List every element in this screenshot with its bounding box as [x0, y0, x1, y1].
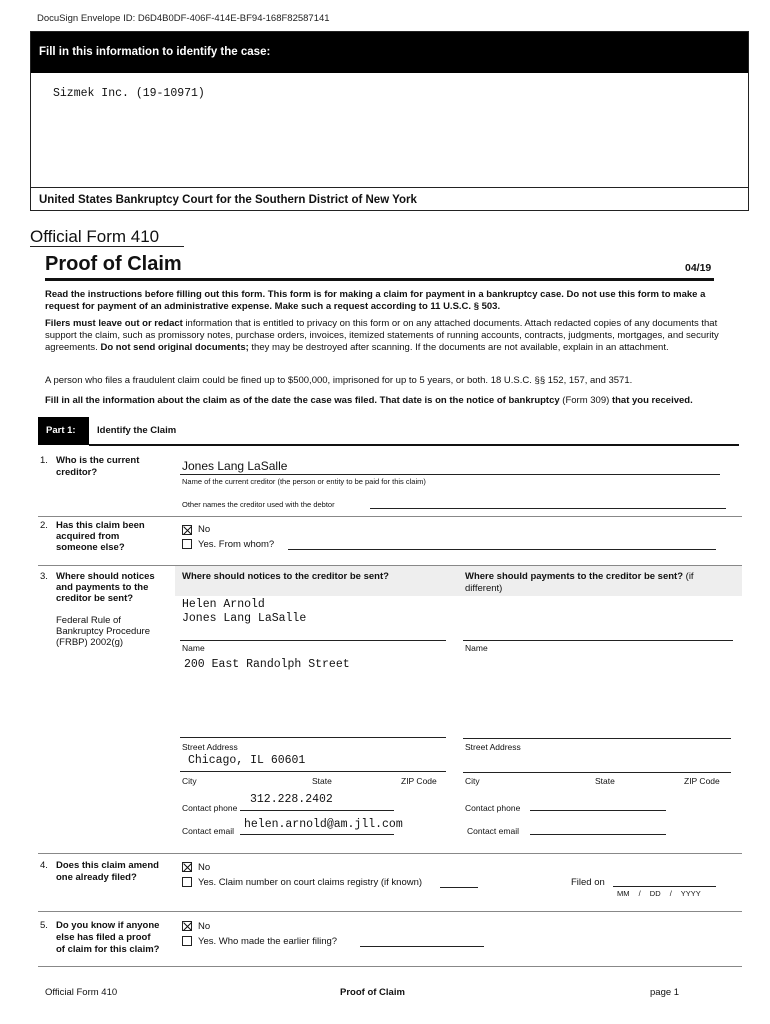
q4-yes-checkbox[interactable] [182, 877, 192, 887]
q4-date-yyyy: YYYY [680, 889, 701, 898]
notice-street[interactable]: 200 East Randolph Street [184, 658, 350, 671]
payment-name-field[interactable] [463, 640, 733, 641]
divider-q1 [38, 516, 742, 517]
notice-state-caption: State [312, 776, 332, 786]
q1-label-2: creditor? [56, 467, 98, 478]
footer-right: page 1 [650, 987, 680, 998]
q2-label [56, 520, 145, 553]
official-form-label: Official Form 410 [30, 227, 160, 246]
notice-phone-caption: Contact phone [182, 803, 238, 813]
court-name: United States Bankruptcy Court for the Southern District of New York [39, 194, 417, 206]
payment-phone-field[interactable] [530, 810, 666, 811]
intro-p4-text: (Form 309) [559, 395, 612, 406]
q3-frbp-2: Bankruptcy Procedure [56, 626, 150, 637]
form-title: Proof of Claim [45, 253, 182, 275]
intro-paragraph-1: Read the instructions before filling out this form. This form is for making a claim for payment in a bankruptcy case. Do not use this form to make a request for payment of an administrative expense. Make such a request according to 11 U.S.C. § 503. [45, 289, 706, 312]
q5-no-checkbox[interactable] [182, 921, 192, 931]
q4-label-1: Does this claim amend [56, 860, 159, 871]
q3-frbp-1: Federal Rule of [56, 615, 121, 626]
payments-note: (if [685, 571, 694, 582]
q3-frbp [56, 615, 150, 648]
q2-label-1: Has this claim been [56, 520, 145, 531]
footer-left: Official Form 410 [45, 987, 118, 998]
notice-name-2: Jones Lang LaSalle [182, 612, 307, 625]
creditor-name-line [180, 474, 720, 475]
q4-filed-on-field[interactable] [613, 886, 716, 887]
q2-yes-checkbox[interactable] [182, 539, 192, 549]
intro-p4-bold-2: that you received. [611, 395, 693, 406]
q3-label [56, 571, 155, 604]
notice-phone[interactable]: 312.228.2402 [250, 793, 333, 806]
q4-date-sep-1: / [638, 889, 641, 898]
part1-title: Identify the Claim [97, 425, 177, 436]
creditor-name[interactable]: Jones Lang LaSalle [182, 459, 288, 473]
intro-p2-text-2: they may be destroyed after scanning. If the documents are not available, explain in an attachment. [248, 342, 669, 353]
notice-street-caption: Street Address [182, 742, 238, 752]
q5-yes-checkbox[interactable] [182, 936, 192, 946]
q2-label-3: someone else? [56, 542, 125, 553]
payment-street-field[interactable] [463, 738, 731, 739]
q4-number: 4. [40, 860, 48, 871]
q4-date-mm: MM [617, 889, 630, 898]
q4-filed-on-label: Filed on [571, 877, 605, 888]
q5-label [56, 920, 159, 956]
q1-label-1: Who is the current [56, 455, 140, 466]
q2-from-whom-field[interactable] [288, 549, 716, 550]
notice-name-caption: Name [182, 643, 205, 653]
notices-heading: Where should notices to the creditor be sent? [182, 571, 389, 582]
notice-phone-line [240, 810, 394, 811]
q5-number: 5. [40, 920, 48, 931]
q4-yes-label: Yes. Claim number on court claims registry (if known) [198, 877, 423, 888]
notice-street-line [180, 737, 446, 738]
q5-label-3: of claim for this claim? [56, 944, 160, 955]
q5-label-2: else has filed a proof [56, 932, 151, 943]
notice-name-1: Helen Arnold [182, 598, 265, 611]
payment-street-caption: Street Address [465, 742, 521, 752]
form-version: 04/19 [685, 262, 712, 274]
notice-city-caption: City [182, 776, 197, 786]
footer-center: Proof of Claim [340, 987, 405, 998]
payment-zip-caption: ZIP Code [684, 776, 720, 786]
notice-name-line [180, 640, 446, 641]
other-names-caption: Other names the creditor used with the debtor [182, 500, 335, 509]
intro-paragraph-3: A person who files a fraudulent claim could be fined up to $500,000, imprisoned for up to 5 years, or both. 18 U.S.C. §§ 152, 157, and 3571. [45, 375, 633, 386]
title-rule [45, 278, 714, 281]
other-names-field[interactable] [370, 508, 726, 509]
q4-claim-number-field[interactable] [440, 887, 478, 888]
payment-email-caption: Contact email [467, 826, 519, 836]
part1-rule [89, 444, 739, 446]
q3-label-1: Where should notices [56, 571, 155, 582]
intro-paragraph-2 [45, 318, 720, 354]
q3-frbp-3: (FRBP) 2002(g) [56, 637, 124, 648]
notice-name[interactable] [182, 598, 306, 626]
case-box-divider [31, 187, 748, 188]
q4-date-sep-2: / [669, 889, 672, 898]
payment-phone-caption: Contact phone [465, 803, 521, 813]
divider-q5 [38, 966, 742, 967]
payments-note-2: different) [465, 583, 503, 594]
payments-heading-bold: Where should payments to the creditor be sent? [465, 571, 684, 582]
q4-label [56, 860, 159, 884]
intro-p2-bold-2: Do not send original documents; [100, 342, 249, 353]
q4-no-label: No [198, 862, 211, 873]
case-box-header: Fill in this information to identify the case: [31, 32, 748, 73]
envelope-id: DocuSign Envelope ID: D6D4B0DF-406F-414E-BF94-168F82587141 [37, 13, 330, 24]
payment-city-caption: City [465, 776, 480, 786]
q5-yes-label: Yes. Who made the earlier filing? [198, 936, 338, 947]
q5-no-label: No [198, 921, 211, 932]
payment-state-caption: State [595, 776, 615, 786]
q3-label-3: creditor be sent? [56, 593, 134, 604]
q1-number: 1. [40, 455, 48, 466]
q1-label [56, 455, 139, 479]
part1-tag: Part 1: [38, 417, 89, 445]
official-form-underline [30, 246, 184, 247]
divider-q4 [38, 911, 742, 912]
payment-email-field[interactable] [530, 834, 666, 835]
q5-earlier-filing-field[interactable] [360, 946, 484, 947]
notice-email-line [240, 834, 394, 835]
q4-date-dd: DD [649, 889, 661, 898]
notice-city-line [180, 771, 446, 772]
creditor-name-caption: Name of the current creditor (the person or entity to be paid for this claim) [182, 477, 426, 486]
intro-p4-bold: Fill in all the information about the claim as of the date the case was filed. That date is on the notice of bankruptcy [45, 395, 560, 406]
payments-heading [465, 571, 735, 595]
q3-number: 3. [40, 571, 48, 582]
notice-email[interactable]: helen.arnold@am.jll.com [244, 818, 403, 831]
divider-q3 [38, 853, 742, 854]
q4-no-checkbox[interactable] [182, 862, 192, 872]
notice-email-caption: Contact email [182, 826, 234, 836]
case-box [30, 31, 749, 211]
q2-yes-label: Yes. From whom? [198, 539, 275, 550]
payment-name-caption: Name [465, 643, 488, 653]
q2-number: 2. [40, 520, 48, 531]
q2-label-2: acquired from [56, 531, 120, 542]
q4-date-format [617, 889, 701, 898]
notice-zip-caption: ZIP Code [401, 776, 437, 786]
notice-city[interactable]: Chicago, IL 60601 [188, 754, 306, 767]
q2-no-label: No [198, 524, 211, 535]
intro-p2-bold: Filers must leave out or redact [45, 318, 183, 329]
q3-label-2: and payments to the [56, 582, 149, 593]
intro-paragraph-4 [45, 395, 745, 407]
payment-city-field[interactable] [463, 772, 731, 773]
q2-no-checkbox[interactable] [182, 525, 192, 535]
q5-label-1: Do you know if anyone [56, 920, 160, 931]
intro-p2-text: information that is entitled to privacy on this form or on any attached documents. Attach redacted copies of any documents that support the claim, such as promissory notes, purchase orders, invoices, itemized statements of running accounts, contracts, judgments, mortgages, and security agreements. [45, 318, 719, 353]
q4-label-2: one already filed? [56, 872, 137, 883]
debtor-name[interactable]: Sizmek Inc. (19-10971) [53, 87, 205, 100]
